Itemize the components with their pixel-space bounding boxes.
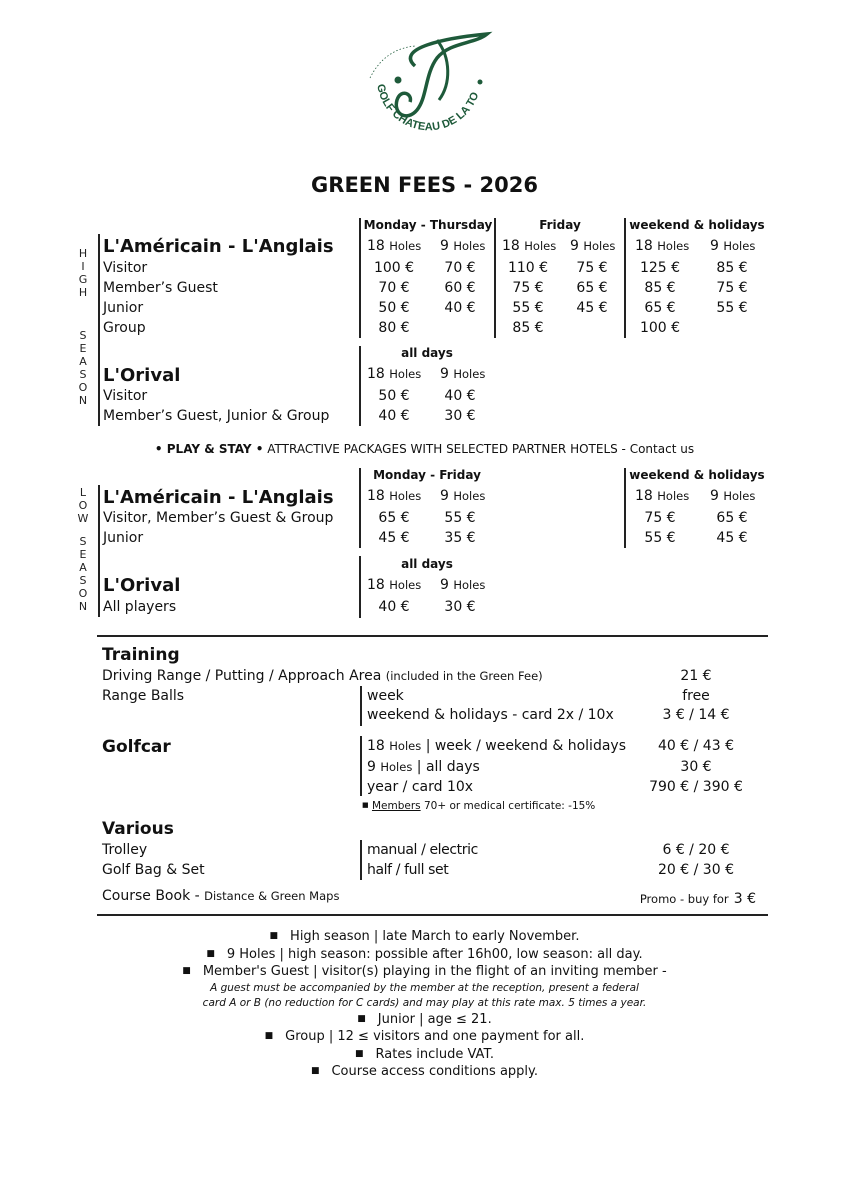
range-balls-desc: weekend & holidays - card 2x / 10x xyxy=(367,707,614,723)
price-cell: 55 € xyxy=(644,530,676,546)
ls-day-group: weekend & holidays xyxy=(629,468,765,482)
logo xyxy=(355,18,495,158)
various-price: 6 € / 20 € xyxy=(662,842,730,858)
price-cell: 65 € xyxy=(576,280,608,296)
ls-day-group: Monday - Friday xyxy=(373,468,481,482)
price-cell: 55 € xyxy=(444,510,476,526)
holes-header: 18 Holes xyxy=(367,488,422,504)
holes-header: 9 Holes xyxy=(570,238,616,254)
price-cell: 75 € xyxy=(512,280,544,296)
price-cell: 50 € xyxy=(378,300,410,316)
price-cell: 100 € xyxy=(639,320,681,336)
price-cell: 110 € xyxy=(507,260,549,276)
low-season-left-divider xyxy=(98,485,100,617)
range-balls-label: Range Balls xyxy=(102,688,185,704)
holes-header: 9 Holes xyxy=(440,577,486,593)
golfcar-desc: year / card 10x xyxy=(367,779,474,795)
low-season-label-season: S E A S O N xyxy=(78,535,88,613)
various-desc: half / full set xyxy=(367,862,449,878)
price-cell: 85 € xyxy=(644,280,676,296)
hs-col-divider xyxy=(624,218,626,338)
various-divider xyxy=(360,840,362,880)
price-cell: 45 € xyxy=(378,530,410,546)
golfcar-price: 30 € xyxy=(680,759,712,775)
ls-row-label: Visitor, Member’s Guest & Group xyxy=(103,510,334,526)
hs-row-label: Group xyxy=(103,320,146,336)
ls-main-course-name: L'Américain - L'Anglais xyxy=(103,487,334,508)
holes-header: 18 Holes xyxy=(635,238,690,254)
hs-row-label: Visitor xyxy=(103,260,148,276)
price-cell: 70 € xyxy=(378,280,410,296)
price-cell: 75 € xyxy=(576,260,608,276)
ls-orival-divider xyxy=(359,556,361,618)
price-cell: 45 € xyxy=(716,530,748,546)
holes-header: 18 Holes xyxy=(635,488,690,504)
price-cell: 75 € xyxy=(716,280,748,296)
high-season-left-divider xyxy=(98,234,100,426)
price-cell: 85 € xyxy=(716,260,748,276)
high-season-label-season: S E A S O N xyxy=(78,329,88,407)
price-cell: 65 € xyxy=(644,300,676,316)
range-balls-price: 3 € / 14 € xyxy=(662,707,730,723)
course-book: Course Book - Distance & Green Maps xyxy=(102,888,340,904)
low-season-label: L O W xyxy=(77,486,89,525)
price-cell: 40 € xyxy=(378,599,410,615)
holes-header: 18 Holes xyxy=(502,238,557,254)
price-cell: 40 € xyxy=(444,388,476,404)
holes-header: 9 Holes xyxy=(710,488,756,504)
hs-orival-row-label: Member’s Guest, Junior & Group xyxy=(103,408,330,424)
logo-text: GOLF CHATEAU DE LA TO xyxy=(374,83,482,134)
hs-orival-day-group: all days xyxy=(401,346,453,360)
hs-row-label: Junior xyxy=(103,300,144,316)
price-cell: 80 € xyxy=(378,320,410,336)
price-cell: 30 € xyxy=(444,599,476,615)
ls-row-label: Junior xyxy=(103,530,144,546)
price-cell: 85 € xyxy=(512,320,544,336)
price-cell: 100 € xyxy=(373,260,415,276)
play-stay-banner xyxy=(0,442,849,456)
season-word-high: H I G H xyxy=(78,247,88,299)
footnote: ■ 9 Holes | high season: possible after 16h00, low season: all day. xyxy=(206,946,643,962)
section-divider-bottom xyxy=(97,914,768,916)
footnote-detail: A guest must be accompanied by the member at the reception, present a federal xyxy=(210,981,639,994)
hs-row-label: Member’s Guest xyxy=(103,280,218,296)
hs-orival-divider xyxy=(359,346,361,426)
driving-range-label: Driving Range / Putting / Approach Area (included in the Green Fee) xyxy=(102,668,543,684)
golfcar-price: 40 € / 43 € xyxy=(658,738,734,754)
various-title: Various xyxy=(102,819,174,839)
footnote: ■ Rates include VAT. xyxy=(355,1046,494,1062)
holes-header: 18 Holes xyxy=(367,238,422,254)
hs-day-group: Friday xyxy=(539,218,581,232)
golf-logo-icon xyxy=(355,18,495,158)
price-cell: 40 € xyxy=(378,408,410,424)
driving-range-price: 21 € xyxy=(680,668,712,684)
price-cell: 45 € xyxy=(576,300,608,316)
price-cell: 65 € xyxy=(716,510,748,526)
golfcar-desc: 18 Holes | week / weekend & holidays xyxy=(367,738,626,754)
various-price: 20 € / 30 € xyxy=(658,862,734,878)
ls-orival-day-group: all days xyxy=(401,557,453,571)
price-cell: 35 € xyxy=(444,530,476,546)
range-balls-price: free xyxy=(682,688,710,704)
play-stay-text: ATTRACTIVE PACKAGES WITH SELECTED PARTNER HOTELS - Contact us xyxy=(267,442,695,456)
price-cell: 60 € xyxy=(444,280,476,296)
training-divider xyxy=(360,686,362,726)
members-link[interactable]: Members xyxy=(371,800,421,812)
hs-main-course-name: L'Américain - L'Anglais xyxy=(103,236,334,257)
price-cell: 70 € xyxy=(444,260,476,276)
hs-orival-row-label: Visitor xyxy=(103,388,148,404)
footnote: ■ Group | 12 ≤ visitors and one payment for all. xyxy=(264,1029,585,1044)
price-cell: 30 € xyxy=(444,408,476,424)
footnote-detail: card A or B (no reduction for C cards) and may play at this rate max. 5 times a year. xyxy=(202,996,647,1009)
ls-col-divider xyxy=(359,468,361,548)
play-stay-label: • PLAY & STAY • xyxy=(154,442,264,456)
holes-header: 9 Holes xyxy=(440,366,486,382)
golfcar-price: 790 € / 390 € xyxy=(649,779,743,795)
hs-day-group: weekend & holidays xyxy=(629,218,765,232)
footnotes xyxy=(0,928,849,1081)
holes-header: 9 Holes xyxy=(440,488,486,504)
price-cell: 65 € xyxy=(378,510,410,526)
golfcar-divider xyxy=(360,736,362,796)
holes-header: 18 Holes xyxy=(367,366,422,382)
various-label: Trolley xyxy=(102,842,148,858)
various-label: Golf Bag & Set xyxy=(102,862,205,878)
section-divider-top xyxy=(97,635,768,637)
ls-orival-name: L'Orival xyxy=(103,575,181,596)
price-cell: 125 € xyxy=(639,260,681,276)
price-cell: 55 € xyxy=(716,300,748,316)
golfcar-desc: 9 Holes | all days xyxy=(367,759,480,775)
footnote: ■ Member's Guest | visitor(s) playing in the flight of an inviting member - xyxy=(182,964,667,979)
holes-header: 9 Holes xyxy=(710,238,756,254)
page-title: GREEN FEES - 2026 xyxy=(311,173,538,197)
footnote: ■ High season | late March to early November. xyxy=(269,929,580,944)
holes-header: 18 Holes xyxy=(367,577,422,593)
training-title: Training xyxy=(102,645,180,665)
price-cell: 75 € xyxy=(644,510,676,526)
high-season-label xyxy=(76,247,90,299)
golfcar-note: ■ Members 70+ or medical certificate: -15% xyxy=(362,800,596,812)
price-cell: 40 € xyxy=(444,300,476,316)
footnote: ■ Junior | age ≤ 21. xyxy=(357,1011,492,1027)
course-book-promo: Promo - buy for 3 € xyxy=(639,891,756,907)
footnote: ■ Course access conditions apply. xyxy=(310,1064,539,1079)
ls-orival-row-label: All players xyxy=(103,599,177,615)
various-desc: manual / electric xyxy=(367,842,478,858)
golfcar-title: Golfcar xyxy=(102,737,171,757)
hs-day-group: Monday - Thursday xyxy=(363,218,493,232)
hs-col-divider xyxy=(359,218,361,338)
price-cell: 55 € xyxy=(512,300,544,316)
range-balls-desc: week xyxy=(367,688,404,704)
holes-header: 9 Holes xyxy=(440,238,486,254)
hs-orival-name: L'Orival xyxy=(103,365,181,386)
price-cell: 50 € xyxy=(378,388,410,404)
